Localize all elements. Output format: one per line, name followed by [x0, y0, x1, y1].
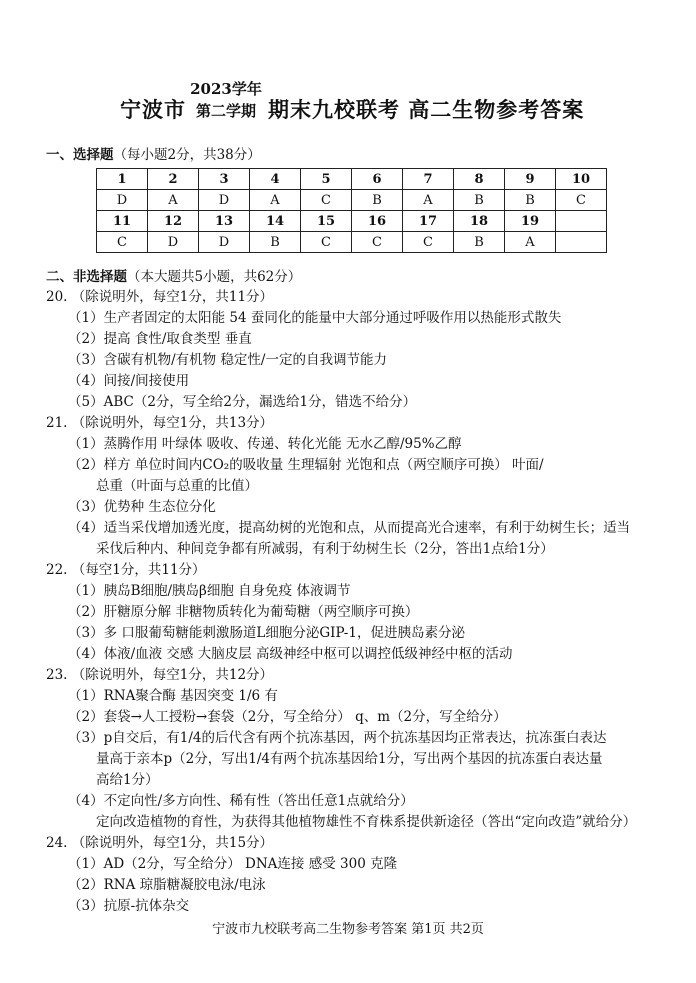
answer-line: 总重（叶面与总重的比值） — [96, 478, 258, 494]
answer-line: （1）AD（2分，写全给分） DNA连接 感受 300 克隆 — [68, 856, 398, 872]
question-heading: 21. （除说明外，每空1分，共13分） — [46, 415, 274, 431]
answer-line: （4）间接/间接使用 — [68, 373, 190, 389]
answer-cell-answer: C — [301, 232, 352, 253]
answer-row-numbers-2 — [97, 211, 607, 232]
question-heading: 23. （除说明外，每空1分，共12分） — [46, 667, 274, 683]
answer-cell-number: 3 — [199, 169, 250, 190]
section1-label: 一、选择题 — [46, 147, 114, 163]
answer-cell-answer: C — [556, 190, 607, 211]
answer-line: （3）多 口服葡萄糖能刺激肠道L细胞分泌GIP-1，促进胰岛素分泌 — [68, 625, 465, 641]
answer-line: （3）含碳有机物/有机物 稳定性/一定的自我调节能力 — [68, 352, 387, 368]
answer-cell-number: 15 — [301, 211, 352, 232]
answer-cell-answer: B — [250, 232, 301, 253]
answer-line: （3）抗原-抗体杂交 — [68, 898, 190, 914]
answer-cell-number: 5 — [301, 169, 352, 190]
answer-line: （3）优势种 生态位分化 — [68, 499, 216, 515]
section2-note: （本大题共5小题，共62分） — [127, 269, 302, 285]
answer-line: （1）RNA聚合酶 基因突变 1/6 有 — [68, 688, 278, 704]
answer-row-answers-1 — [97, 190, 607, 211]
answer-cell-number: 6 — [352, 169, 403, 190]
title-city: 宁波市 — [120, 97, 186, 122]
answer-line: （1）蒸腾作用 叶绿体 吸收、传递、转化光能 无水乙醇/95%乙醇 — [68, 436, 462, 452]
answer-line: （2）RNA 琼脂糖凝胶电泳/电泳 — [68, 877, 266, 893]
section1-note: （每小题2分，共38分） — [113, 147, 261, 163]
answer-cell-number: 7 — [403, 169, 454, 190]
answer-cell-answer: A — [505, 232, 556, 253]
answer-row-answers-2 — [97, 232, 607, 253]
answer-cell-number: 17 — [403, 211, 454, 232]
answer-cell-number: 4 — [250, 169, 301, 190]
answer-cell-answer: D — [199, 232, 250, 253]
answer-line: （1）生产者固定的太阳能 54 蚕同化的能量中大部分通过呼吸作用以热能形式散失 — [68, 310, 562, 326]
question-heading: 24. （除说明外，每空1分，共15分） — [46, 835, 274, 851]
answer-line: （2）样方 单位时间内CO₂的吸收量 生理辐射 光饱和点（两空顺序可换） 叶面/ — [68, 457, 544, 473]
answer-table — [96, 168, 607, 253]
answer-cell-number: 9 — [505, 169, 556, 190]
answer-line: 量高于亲本p（2分，写出1/4有两个抗冻基因给1分，写出两个基因的抗冻蛋白表达量 — [96, 751, 603, 767]
section2-heading — [46, 265, 301, 285]
answer-line: （2）肝糖原分解 非糖物质转化为葡萄糖（两空顺序可换） — [68, 604, 419, 620]
answer-cell-answer: D — [97, 190, 148, 211]
title-year: 2023学年 — [190, 80, 262, 98]
answer-cell-answer — [556, 232, 607, 253]
section1-heading — [46, 143, 261, 163]
answer-line: （5）ABC（2分，写全给2分，漏选给1分，错选不给分） — [68, 394, 417, 410]
answer-cell-answer: A — [148, 190, 199, 211]
answer-line: （2）套袋→人工授粉→套袋（2分，写全给分） q、m（2分，写全给分） — [68, 709, 507, 725]
answer-cell-number: 18 — [454, 211, 505, 232]
question-heading: 20. （除说明外，每空1分，共11分） — [46, 289, 274, 305]
answer-line: （2）提高 食性/取食类型 垂直 — [68, 331, 252, 347]
answer-line: （4）不定向性/多方向性、稀有性（答出任意1点就给分） — [68, 793, 414, 809]
answer-cell-number: 1 — [97, 169, 148, 190]
answer-cell-number: 10 — [556, 169, 607, 190]
answer-cell-answer: B — [505, 190, 556, 211]
answer-cell-number: 13 — [199, 211, 250, 232]
answer-cell-answer: C — [97, 232, 148, 253]
answer-cell-answer: C — [352, 232, 403, 253]
answer-cell-number — [556, 211, 607, 232]
answer-cell-number: 2 — [148, 169, 199, 190]
answer-cell-answer: A — [403, 190, 454, 211]
answer-cell-answer: D — [199, 190, 250, 211]
answer-cell-answer: B — [454, 190, 505, 211]
answer-cell-answer: C — [403, 232, 454, 253]
answer-cell-answer: A — [250, 190, 301, 211]
answer-cell-number: 14 — [250, 211, 301, 232]
answer-cell-number: 11 — [97, 211, 148, 232]
answer-cell-number: 16 — [352, 211, 403, 232]
answer-line: （4）体液/血液 交感 大脑皮层 高级神经中枢可以调控低级神经中枢的活动 — [68, 646, 513, 662]
answer-cell-answer: B — [454, 232, 505, 253]
answer-line: （3）p自交后，有1/4的后代含有两个抗冻基因，两个抗冻基因均正常表达，抗冻蛋白表达 — [68, 730, 607, 746]
title-main: 期末九校联考 高二生物参考答案 — [268, 97, 585, 122]
answer-cell-answer: D — [148, 232, 199, 253]
answer-line: （4）适当采伐增加透光度，提高幼树的光饱和点，从而提高光合速率，有利于幼树生长；适当 — [68, 520, 631, 536]
title-term — [186, 78, 266, 122]
answer-cell-answer: B — [352, 190, 403, 211]
title-semester: 第二学期 — [195, 102, 256, 120]
answer-cell-number: 19 — [505, 211, 556, 232]
answer-line: （1）胰岛B细胞/胰岛β细胞 自身免疫 体液调节 — [68, 583, 351, 599]
answer-line: 采伐后种内、种间竞争都有所减弱，有利于幼树生长（2分，答出1点给1分） — [96, 541, 554, 557]
answer-line: 定向改造植物的育性，为获得其他植物雄性不育株系提供新途径（答出“定向改造”就给分） — [96, 814, 637, 830]
answer-line: 高给1分） — [96, 772, 159, 788]
answer-row-numbers-1 — [97, 169, 607, 190]
answer-cell-number: 8 — [454, 169, 505, 190]
page-footer: 宁波市九校联考高二生物参考答案 第1页 共2页 — [212, 922, 484, 937]
answer-cell-number: 12 — [148, 211, 199, 232]
question-heading: 22. （每空1分，共11分） — [46, 562, 206, 578]
answer-cell-answer: C — [301, 190, 352, 211]
section2-label: 二、非选择题 — [46, 269, 127, 285]
